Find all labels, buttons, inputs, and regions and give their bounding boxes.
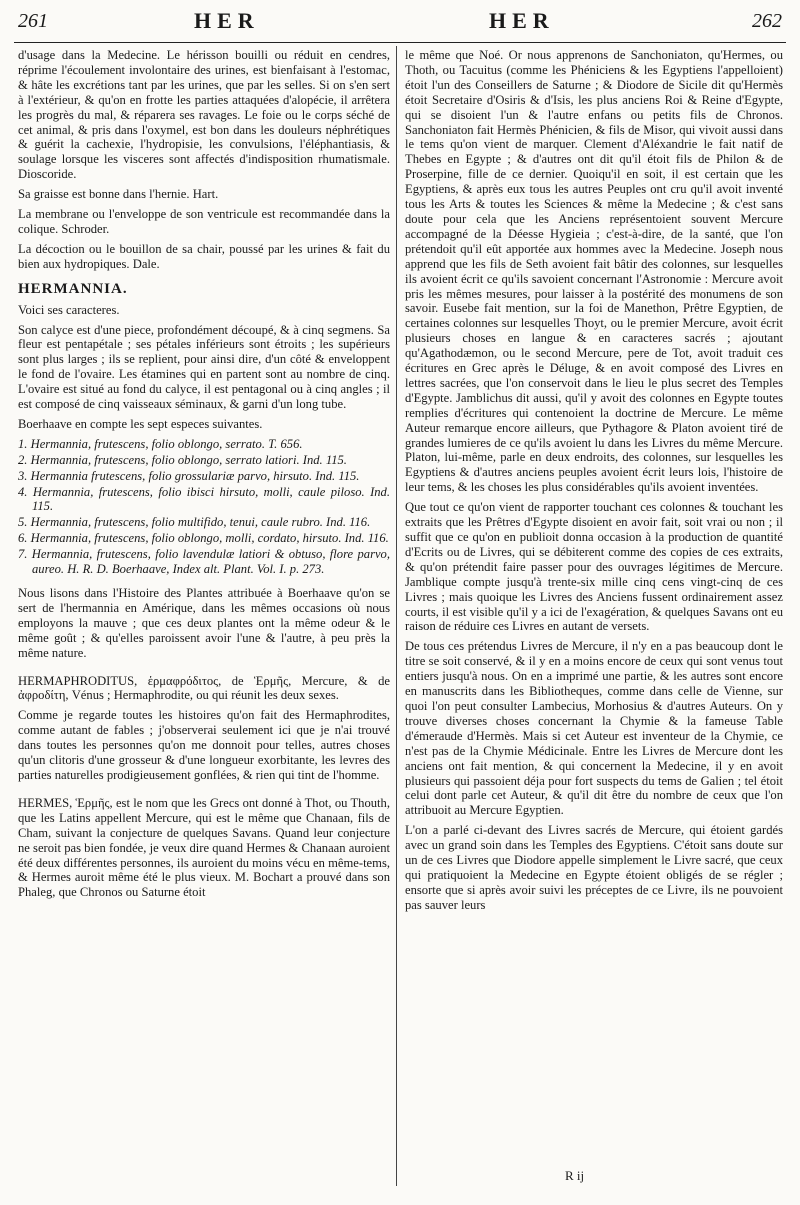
species-item: 3. Hermannia frutescens, folio grossulariæ parvo, hirsuto. Ind. 115. — [18, 468, 360, 483]
column-divider — [396, 46, 397, 1186]
left-running-head: HER — [194, 8, 260, 33]
right-page-number: 262 — [752, 10, 782, 32]
species-list — [18, 437, 390, 577]
running-header — [14, 8, 786, 38]
characters-intro: Voici ses caracteres. — [18, 302, 120, 317]
mauve-paragraph: Nous lisons dans l'Histoire des Plantes attribuée à Boerhaave qu'on se sert de l'hermannia en Amérique, dans les mêmes occasions où nous employons la mauve ; que ces deux plantes ont la même odeur & le même goût ; & qu'elles paroissent avoir l'une & l'autre, à peu près la même nature. — [18, 586, 390, 660]
species-intro: Boerhaave en compte les sept especes suivantes. — [18, 416, 263, 431]
characters-paragraph: Son calyce est d'une piece, profondément découpé, & à cinq segmens. Sa fleur est pentapétale ; ses pétales inférieurs sont étroits ; les supérieurs sont plus larges ; ils se replient, pour ainsi dire, d'un côté & enveloppent le fond de l'ovaire. Les étamines qui en partent sont au nombre de cinq. L'ovaire est situé au fond du calyce, il est pentagonal ou à cinq angles ; il est composé de cinq vaisseaux séminaux, & garni d'un long tube. — [18, 322, 390, 412]
header-rule — [14, 42, 786, 43]
livres-paragraph: De tous ces prétendus Livres de Mercure, il n'y en a pas beaucoup dont le titre se soit conservé, & il y en a moins encore de ceux qui sont venus tout entiers jusqu'à nous. On en a imprimé une partie, & les autres sont encore en manuscrits dans les Bibliotheques, comme dans celle de Vienne, sur quoi l'on peut consulter Lambecius, Morhosius & d'autres Auteurs. On y trouve diverses choses concernant la Chymie & la fameuse Table d'émeraude d'Hermès. Mais si cet Auteur est inventeur de la Chymie, ce n'est pas de la Chymie Médicinale. Entre les Livres de Mercure dont les anciens ont fait mention, & qui concernent la Medecine, il y en avoit plusieurs qui passoient déja pour fort suspects du tems de Galien ; tel étoit celui dont parle cet Auteur, & qu'il dit être du nombre de ceux que l'on attribuoit au Mercure Egyptien. — [405, 639, 783, 818]
right-running-head: HER — [489, 8, 555, 33]
species-item: 6. Hermannia, frutescens, folio oblongo, molli, cordato, hirsuto. Ind. 116. — [18, 531, 389, 546]
left-page-number: 261 — [18, 10, 48, 32]
hermes-entry: HERMES, Ἑρμῆς, est le nom que les Grecs ont donné à Thot, ou Thouth, que les Latins appellent Mercure, qui est le même que Chanaan, fils de Cham, suivant la conjecture de quelques Savans. Quand leur conjecture ne seroit pas bien fondée, je veux dire quand Hermes & Chanaan auroient été deux différentes personnes, ils auroient du moins vécu en même-tems, & Hermes auroit même été le plus vieux. M. Bochart a prouvé dans son Phaleg, que Chronos ou Saturne étoit — [18, 795, 390, 900]
species-item: 7. Hermannia, frutescens, folio lavendulæ latiori & obtuso, flore parvo, aureo. H. R. D. Boerhaave, Index alt. Plant. Vol. I. p. 273. — [18, 547, 390, 577]
species-item: 2. Hermannia, frutescens, folio oblongo, serrato latiori. Ind. 115. — [18, 452, 347, 467]
hermaphrodite-paragraph: Comme je regarde toutes les histoires qu'on fait des Hermaphrodites, comme autant de fables ; j'observerai seulement ici que je n'ai trouvé dans toutes les personnes qu'on me donnoit pour telles, autres choses qu'un clitoris d'une grosseur & d'une longueur exorbitante, les levres des parties naturelles prodigieusement gonflées, & rien qui tint de l'homme. — [18, 708, 390, 782]
livre-sacre-paragraph: L'on a parlé ci-devant des Livres sacrés de Mercure, qui étoient gardés avec un grand soin dans les Temples des Egyptiens. C'étoit sans doute sur un de ces Livres que Diodore appelle simplement le Livre sacré, que ceux qui pratiquoient la Medecine en Egypte étoient obligés de se régler ; ensorte que si après avoir suivi les préceptes de ce Livre, ils ne pouvoient pas sauver leurs — [405, 823, 783, 912]
sanchoniaton-paragraph: le même que Noé. Or nous apprenons de Sanchoniaton, qu'Hermes, ou Thoth, ou Tacuitus (comme les Phéniciens & les Egyptiens l'appelloient) étoit l'un des Conseillers de Saturne ; & Diodore de Sicile dit qu'Hermès étoit Secretaire d'Osiris & d'Isis, les plus anciens Roi & Reine d'Egypte, qui se disoient l'un & l'autre enfans ou petits fils de Chronos. Sanchoniaton fait Hermès Phénicien, & fils de Misor, qui vivoit aussi dans le tems qu'on vient de marquer. Clement d'Aléxandrie le fait natif de Thebes en Egypte ; & d'autres ont dit qu'il étoit fils de Philon & de Proserpine, fille de ce dernier. Quoiqu'il en soit, il est certain que les Egyptiens, & après eux tous les autres Peuples ont cru qu'il avoit inventé tous les Arts & toutes les Sciences & même la Medecine ; & c'est sans doute pour cela que les Anciens représentoient souvent Mercure accompagné de la Déesse Hygieia ; c'est-à-dire, de la santé, que l'on prétendoit qu'il eût apportée aux hommes avec la Medecine. Joseph nous apprend que les fils de Seth avoient fait bâtir des colonnes, sur lesquelles ils avoient écrit ce qu'ils savoient concernant l'Astronomie : Mercure avoit pris les mêmes mesures, pour laisser à la postérité des monumens de son savoir. Eusebe fait mention, sur la foi de Manethon, Prêtre Egyptien, de certaines colonnes sur lesquelles Thoyt, ou le premier Mercure, avoit écrit plusieurs choses en langue & en caracteres sacrés ; ajoutant qu'Agathodæmon, ou le second Mercure, pere de Tot, avoit traduit ces écritures en Grec après le Déluge, & en avoit composé des Livres en lettres sacrées, que l'on conservoit dans le lieu le plus secret des Temples d'Egypte. Jamblichus dit aussi, qu'il y avoit des colonnes en Egypte toutes remplies d'écritures qui contenoient la doctrine de Mercure. Le même Auteur remarque encore ailleurs, que Pythagore & Platon avoient tiré de grandes lumieres de ce qu'ils avoient lu dans les Livres du même Mercure. Platon, lui-même, parle en deux endroits, des colonnes, sur lesquelles les Egyptiens & d'autres anciens peuples avoient écrit leurs lois, l'histoire de leur tems, & les choses les plus considérables qu'ils avoient inventées. — [405, 48, 783, 495]
fat-paragraph: Sa graisse est bonne dans l'hernie. Hart. — [18, 187, 219, 202]
colonnes-paragraph: Que tout ce qu'on vient de rapporter touchant ces colonnes & touchant les extraits que les Prêtres d'Egypte disoient en avoir fait, soit vrai ou non ; il suffit que ce qu'on en publioit donna occasion à la production de quantité d'Ecrits ou de Livres, qui se débiterent comme des copies de ces extraits, & qu'on prétendit faire passer pour des ouvrages légitimes de Mercure. Jamblique compte jusqu'à trente-six mille cinq cens vingt-cinq de ces Livres ; mais quoique les Livres des Anciens fussent ordinairement assez courts, il est visible qu'il y a ici de l'exagération, & quelques Savans ont eu raison de réduire ces Livres en autant de versets. — [405, 500, 783, 634]
signature-mark: R ij — [565, 1168, 585, 1183]
hermaphroditus-entry: HERMAPHRODITUS, ἑρμαφρόδιτος, de Ἑρμῆς, Mercure, & de ἀφροδίτη, Vénus ; Hermaphrodite, ou qui réunit les deux sexes. — [18, 673, 390, 703]
species-item: 1. Hermannia, frutescens, folio oblongo, serrato. T. 656. — [18, 436, 303, 451]
hedgehog-paragraph: d'usage dans la Medecine. Le hérisson bouilli ou réduit en cendres, réprime l'écoulement involontaire des urines, est bienfaisant à l'estomac, & hâte les excrétions tant par les urines, que par les selles. Si on s'en sert à l'extérieur, & qu'on en frotte les parties attaquées d'alopécie, il arrêtera les progrès du mal, & réparera ses ravages. Le foie ou le corps séché de cet animal, & pris dans l'oxymel, est bon dans les douleurs néphrétiques & guérit la cachexie, l'hydropisie, les convulsions, l'éléphantiasis, & soulage lorsque les visceres sont affectés d'indisposition rhumatismale. Dioscoride. — [18, 48, 390, 182]
hermannia-heading: HERMANNIA. — [18, 280, 128, 297]
membrane-paragraph: La membrane ou l'enveloppe de son ventricule est recommandée dans la colique. Schroder. — [18, 207, 390, 236]
species-item: 5. Hermannia, frutescens, folio multifido, tenui, caule rubro. Ind. 116. — [18, 515, 371, 530]
species-item: 4. Hermannia, frutescens, folio ibisci hirsuto, molli, caule piloso. Ind. 115. — [18, 484, 390, 514]
left-column — [18, 48, 390, 905]
right-column — [405, 48, 783, 918]
decoction-paragraph: La décoction ou le bouillon de sa chair, poussé par les urines & fait du bien aux hydropiques. Dale. — [18, 241, 390, 271]
